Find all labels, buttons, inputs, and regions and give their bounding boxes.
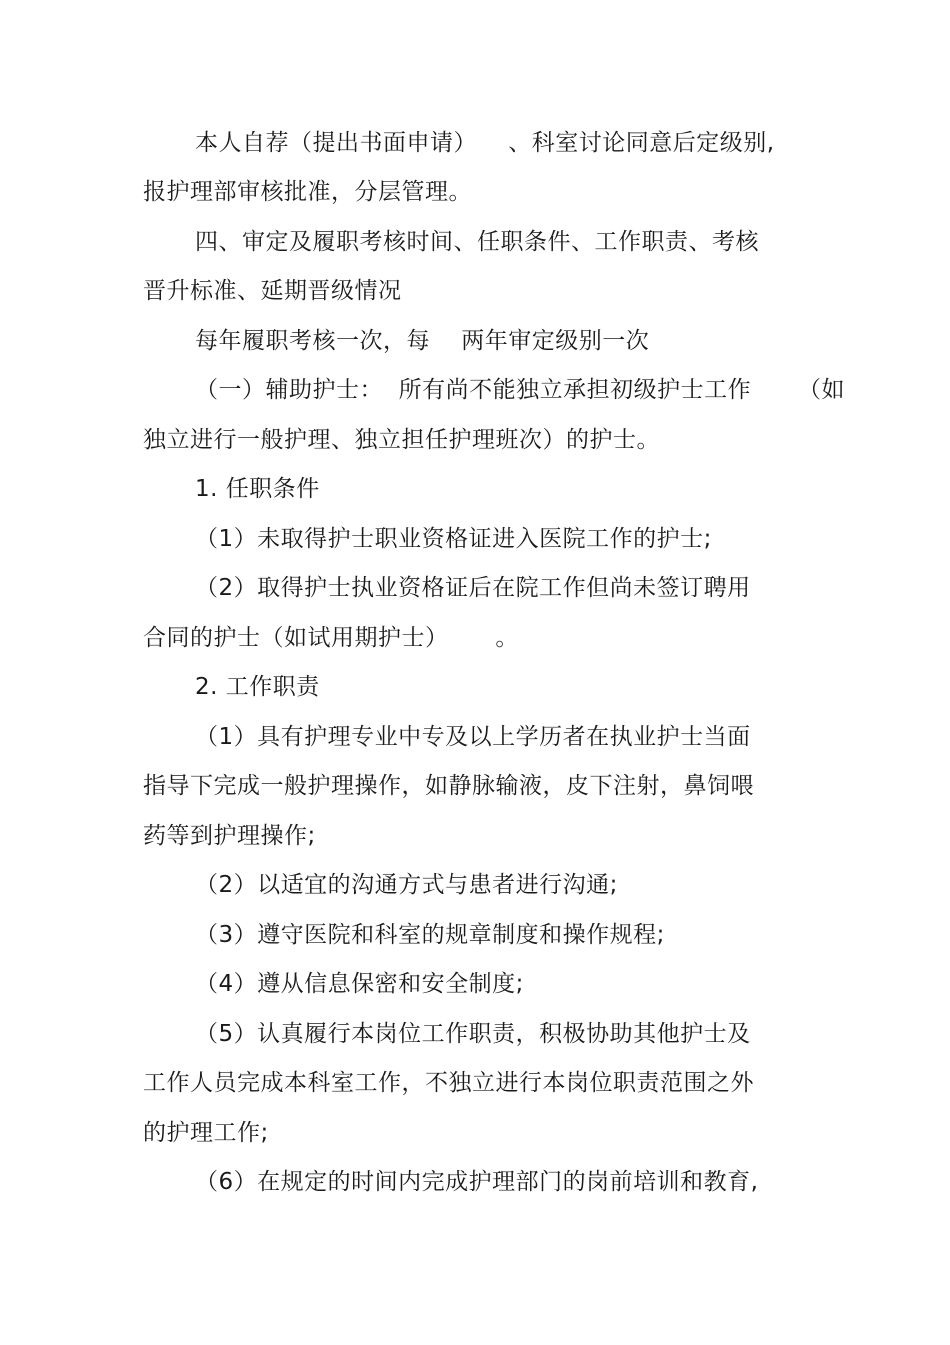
text-line: 的护理工作; — [143, 1120, 269, 1146]
text-line: （5）认真履行本岗位工作职责，积极协助其他护士及 — [195, 1021, 751, 1047]
text-line: （4）遵从信息保密和安全制度; — [195, 971, 524, 997]
text-line: 独立进行一般护理、独立担任护理班次）的护士。 — [143, 427, 660, 453]
text-line: （3）遵守医院和科室的规章制度和操作规程; — [195, 922, 665, 948]
text-line: （1）具有护理专业中专及以上学历者在执业护士当面 — [195, 724, 751, 750]
text-line: 本人自荐（提出书面申请） 、科室讨论同意后定级别, — [195, 130, 775, 156]
text-line: 合同的护士（如试用期护士） 。 — [143, 625, 519, 651]
text-line: 药等到护理操作; — [143, 823, 316, 849]
text-line: （2）以适宜的沟通方式与患者进行沟通; — [195, 872, 618, 898]
text-line: 四、审定及履职考核时间、任职条件、工作职责、考核 — [195, 229, 759, 255]
text-line: （6）在规定的时间内完成护理部门的岗前培训和教育, — [195, 1169, 759, 1195]
text-line: 工作人员完成本科室工作，不独立进行本岗位职责范围之外 — [143, 1070, 754, 1096]
text-line: 2. 工作职责 — [195, 674, 320, 700]
text-line: 每年履职考核一次，每 两年审定级别一次 — [195, 328, 650, 354]
text-line: （2）取得护士执业资格证后在院工作但尚未签订聘用 — [195, 575, 751, 601]
text-line: 1. 任职条件 — [195, 476, 320, 502]
text-line: 报护理部审核批准，分层管理。 — [143, 179, 472, 205]
text-line: 指导下完成一般护理操作，如静脉输液，皮下注射，鼻饲喂 — [143, 773, 754, 799]
text-line: （1）未取得护士职业资格证进入医院工作的护士; — [195, 526, 712, 552]
text-line: （一）辅助护士： 所有尚不能独立承担初级护士工作 （如 — [195, 377, 845, 403]
text-line: 晋升标准、延期晋级情况 — [143, 278, 402, 304]
